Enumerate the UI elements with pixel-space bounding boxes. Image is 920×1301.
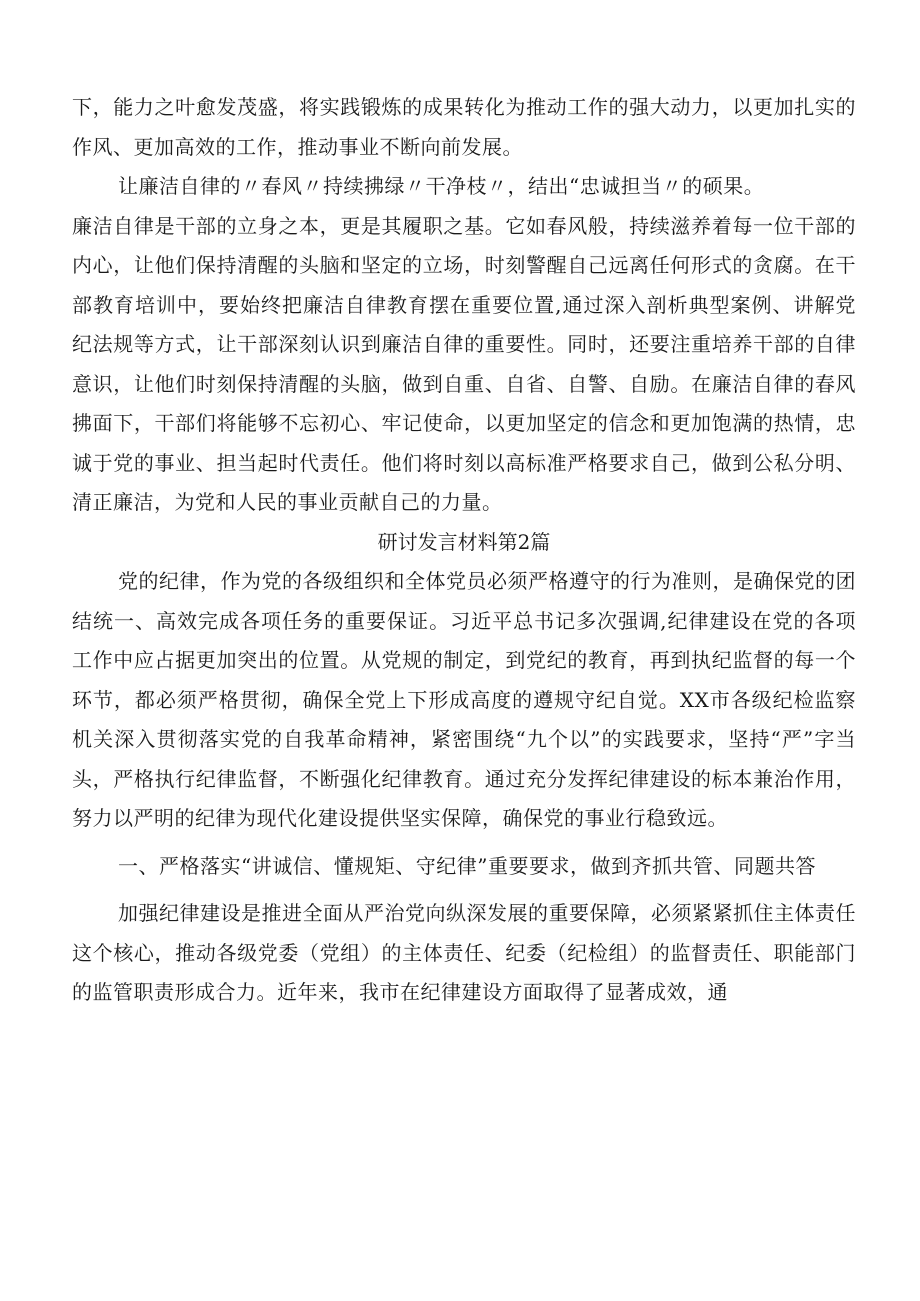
document-page [72, 88, 856, 1013]
spacer [72, 839, 856, 847]
paragraph-strengthen: 加强纪律建设是推进全面从严治党向纵深发展的重要保障，必须紧紧抓住主体责任这个核心，推动各级党委（党组）的主体责任、纪委（纪检组）的监督责任、职能部门的监管职责形成合力。近年来，我市在纪律建设方面取得了显著成效，通 [72, 901, 856, 1004]
paragraph-subheading: 让廉洁自律的〃春风〃持续拂绿〃干净枝〃，结出“忠诚担当〃的硕果。 [118, 174, 765, 198]
paragraph-integrity: 廉洁自律是干部的立身之本，更是其履职之基。它如春风般，持续滋养着每一位干部的内心，让他们保持清醒的头脑和坚定的立场，时刻警醒自己远离任何形式的贪腐。在干部教育培训中，要始终把廉洁自律教育摆在重要位置,通过深入剖析典型案例、讲解党纪法规等方式，让干部深刻认识到廉洁自律的重要性。同时，还要注重培养干部的自律意识，让他们时刻保持清醒的头脑，做到自重、自省、自警、自励。在廉洁自律的春风拂面下，干部们将能够不忘初心、牢记使命，以更加坚定的信念和更加饱满的热情，忠诚于党的事业、担当起时代责任。他们将时刻以高标准严格要求自己，做到公私分明、清正廉洁，为党和人民的事业贡献自己的力量。 [72, 213, 856, 514]
spacer [72, 886, 856, 894]
paragraph-continuation: 下，能力之叶愈发茂盛，将实践锻炼的成果转化为推动工作的强大动力，以更加扎实的作风、更加高效的工作，推动事业不断向前发展。 [72, 95, 856, 159]
section-title: 研讨发言材料第2篇 [377, 529, 551, 554]
paragraph-heading-one: 一、严格落实“讲诚信、懂规矩、守纪律”重要要求，做到齐抓共管、同题共答 [118, 853, 816, 878]
paragraph-discipline: 党的纪律，作为党的各级组织和全体党员必须严格遵守的行为准则，是确保党的团结统一、高效完成各项任务的重要保证。习近平总书记多次强调,纪律建设在党的各项工作中应占据更加突出的位置。从党规的制定，到党纪的教育，再到执纪监督的每一个环节，都必须严格贯彻，确保全党上下形成高度的遵规守纪自觉。XX市各级纪检监察机关深入贯彻落实党的自我革命精神，紧密围绕“九个以”的实践要求，坚持“严”字当头，严格执行纪律监督，不断强化纪律教育。通过充分发挥纪律建设的标本兼治作用，努力以严明的纪律为现代化建设提供坚实保障，确保党的事业行稳致远。 [72, 569, 856, 830]
